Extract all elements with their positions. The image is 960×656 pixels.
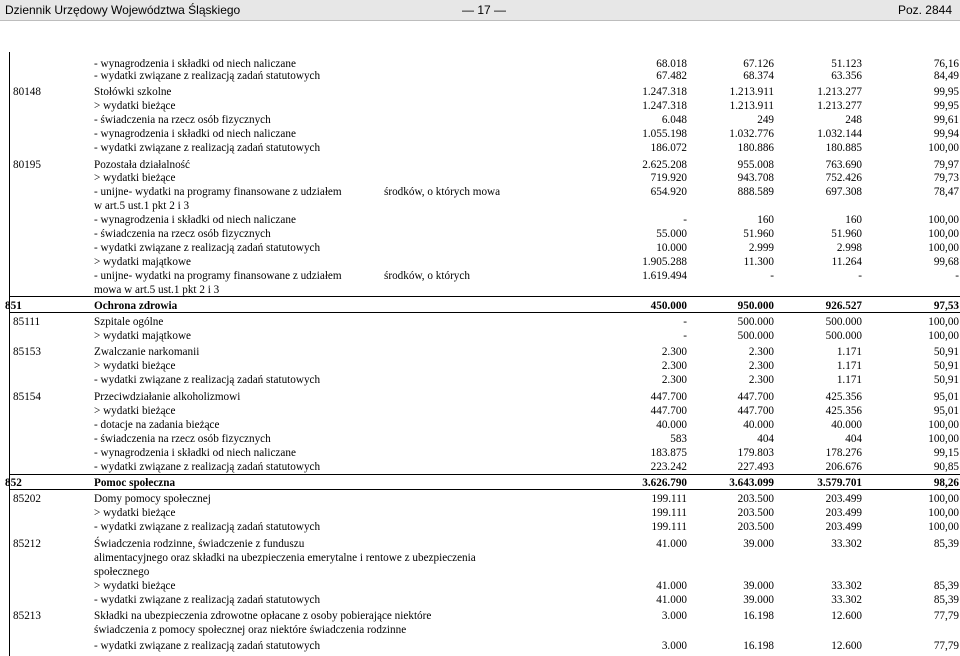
value-executed: 926.527 — [825, 300, 862, 312]
row-description: alimentacyjnego oraz składki na ubezpieczenia emerytalne i rentowe z ubezpieczenia — [94, 552, 476, 564]
value-after-changes: 888.589 — [737, 186, 774, 198]
row-description: - dotacje na zadania bieżące — [94, 419, 220, 431]
value-executed: 51.960 — [831, 228, 862, 240]
table-row — [9, 159, 960, 172]
value-after-changes: 943.708 — [737, 172, 774, 184]
value-executed: 500.000 — [825, 316, 862, 328]
table-row — [9, 128, 960, 141]
page-number: — 17 — — [462, 3, 507, 17]
table-row — [9, 214, 960, 227]
value-percent: 76,16 — [933, 58, 959, 70]
value-after-changes: - — [770, 270, 774, 282]
value-executed: 404 — [845, 433, 862, 445]
row-description: - świadczenia na rzecz osób fizycznych — [94, 228, 271, 240]
value-executed: 752.426 — [825, 172, 862, 184]
value-executed: - — [858, 270, 862, 282]
table-row — [9, 624, 960, 637]
table-row — [9, 70, 960, 83]
row-description: - wydatki związane z realizacją zadań statutowych — [94, 640, 321, 652]
row-description: Składki na ubezpieczenia zdrowotne opłacane z osoby pobierające niektóre — [94, 610, 432, 622]
row-description: Stołówki szkolne — [94, 86, 172, 98]
value-plan: 40.000 — [656, 419, 687, 431]
row-code: 85154 — [13, 391, 41, 403]
row-description: - wynagrodzenia i składki od niech naliczane — [94, 214, 296, 226]
value-plan: 447.700 — [650, 405, 687, 417]
value-after-changes: 2.300 — [748, 360, 774, 372]
value-percent: 99,68 — [933, 256, 959, 268]
value-percent: 100,00 — [928, 433, 959, 445]
row-description: - wynagrodzenia i składki od niech naliczane — [94, 58, 296, 70]
value-percent: 99,15 — [933, 447, 959, 459]
value-plan: 1.247.318 — [642, 100, 687, 112]
value-after-changes: 40.000 — [743, 419, 774, 431]
value-after-changes: 1.213.911 — [729, 100, 774, 112]
value-after-changes: 2.999 — [748, 242, 774, 254]
value-executed: 425.356 — [825, 405, 862, 417]
value-executed: 1.213.277 — [817, 100, 862, 112]
value-executed: 203.499 — [825, 521, 862, 533]
table-row — [9, 242, 960, 255]
value-after-changes: 39.000 — [743, 594, 774, 606]
row-description: - wydatki związane z realizacją zadań statutowych — [94, 70, 321, 82]
value-percent: 95,01 — [933, 391, 959, 403]
value-executed: 248 — [845, 114, 862, 126]
value-after-changes: 203.500 — [737, 507, 774, 519]
value-executed: 178.276 — [825, 447, 862, 459]
value-executed: 203.499 — [825, 507, 862, 519]
row-description: - wynagrodzenia i składki od niech naliczane — [94, 447, 296, 459]
value-after-changes: 1.032.776 — [729, 128, 774, 140]
value-after-changes: 227.493 — [737, 461, 774, 473]
value-executed: 160 — [845, 214, 862, 226]
value-after-changes: 39.000 — [743, 538, 774, 550]
row-description: Zwalczanie narkomanii — [94, 346, 200, 358]
table-row — [9, 256, 960, 269]
value-executed: 11.264 — [831, 256, 862, 268]
table-row — [5, 477, 960, 490]
value-plan: 2.300 — [661, 360, 687, 372]
value-percent: 100,00 — [928, 316, 959, 328]
row-description: - wydatki związane z realizacją zadań statutowych — [94, 142, 321, 154]
row-description: > wydatki bieżące — [94, 580, 176, 592]
row-description: społecznego — [94, 566, 150, 578]
value-after-changes: 160 — [757, 214, 774, 226]
value-after-changes: 950.000 — [737, 300, 774, 312]
value-plan: 10.000 — [656, 242, 687, 254]
table-row — [9, 284, 960, 297]
value-after-changes: 11.300 — [743, 256, 774, 268]
value-executed: 12.600 — [831, 610, 862, 622]
table-row — [9, 391, 960, 404]
row-code: 85212 — [13, 538, 41, 550]
value-percent: 50,91 — [933, 374, 959, 386]
value-after-changes: 500.000 — [737, 316, 774, 328]
value-executed: 203.499 — [825, 493, 862, 505]
value-percent: 85,39 — [933, 594, 959, 606]
value-percent: 95,01 — [933, 405, 959, 417]
value-after-changes: 39.000 — [743, 580, 774, 592]
table-row — [9, 316, 960, 329]
value-executed: 763.690 — [825, 159, 862, 171]
value-after-changes: 51.960 — [743, 228, 774, 240]
value-percent: 99,94 — [933, 128, 959, 140]
table-row — [9, 360, 960, 373]
table-row — [9, 447, 960, 460]
value-executed: 2.998 — [836, 242, 862, 254]
value-after-changes: 955.008 — [737, 159, 774, 171]
value-percent: 100,00 — [928, 142, 959, 154]
table-row — [9, 228, 960, 241]
table-row — [9, 566, 960, 579]
value-plan: - — [683, 214, 687, 226]
table-row — [9, 521, 960, 534]
row-description: > wydatki bieżące — [94, 507, 176, 519]
table-row — [9, 200, 960, 213]
value-percent: 79,97 — [933, 159, 959, 171]
value-plan: - — [683, 316, 687, 328]
table-row — [9, 346, 960, 359]
table-row — [9, 374, 960, 387]
value-plan: 450.000 — [650, 300, 687, 312]
row-code: 85111 — [13, 316, 41, 328]
value-plan: 2.300 — [661, 346, 687, 358]
value-executed: 697.308 — [825, 186, 862, 198]
row-description: > wydatki majątkowe — [94, 256, 192, 268]
value-executed: 425.356 — [825, 391, 862, 403]
value-plan: 654.920 — [650, 186, 687, 198]
row-code: 85153 — [13, 346, 41, 358]
value-percent: 84,49 — [933, 70, 959, 82]
value-percent: 97,53 — [933, 300, 959, 312]
value-percent: 50,91 — [933, 346, 959, 358]
value-percent: 99,61 — [933, 114, 959, 126]
row-code: 85213 — [13, 610, 41, 622]
value-plan: 199.111 — [651, 521, 687, 533]
value-plan: 67.482 — [656, 70, 687, 82]
value-percent: 85,39 — [933, 580, 959, 592]
value-after-changes: 203.500 — [737, 521, 774, 533]
table-row — [9, 330, 960, 343]
journal-title: Dziennik Urzędowy Województwa Śląskiego — [5, 3, 241, 17]
row-description: - unijne- wydatki na programy finansowane z udziałem — [94, 270, 342, 282]
value-percent: 100,00 — [928, 242, 959, 254]
table-row — [9, 186, 960, 199]
value-plan: 186.072 — [650, 142, 687, 154]
row-description: Domy pomocy społecznej — [94, 493, 211, 505]
row-description: - wydatki związane z realizacją zadań statutowych — [94, 374, 321, 386]
value-plan: 3.000 — [661, 640, 687, 652]
value-plan: 2.300 — [661, 374, 687, 386]
value-after-changes: 203.500 — [737, 493, 774, 505]
row-description: Ochrona zdrowia — [94, 300, 178, 312]
table-row — [9, 419, 960, 432]
row-description: - wydatki związane z realizacją zadań statutowych — [94, 461, 321, 473]
value-percent: 99,95 — [933, 86, 959, 98]
value-plan: 41.000 — [656, 594, 687, 606]
table-row — [9, 594, 960, 607]
value-executed: 1.171 — [836, 374, 862, 386]
value-executed: 500.000 — [825, 330, 862, 342]
table-row — [9, 270, 960, 283]
row-description: - świadczenia na rzecz osób fizycznych — [94, 114, 271, 126]
row-description: - wydatki związane z realizacją zadań statutowych — [94, 521, 321, 533]
value-plan: 583 — [670, 433, 687, 445]
value-executed: 1.213.277 — [817, 86, 862, 98]
row-description: świadczenia z pomocy społecznej oraz niektóre świadczenia rodzinne — [94, 624, 407, 636]
value-plan: 183.875 — [650, 447, 687, 459]
table-row — [9, 405, 960, 418]
table-row — [9, 507, 960, 520]
value-plan: 719.920 — [650, 172, 687, 184]
value-after-changes: 16.198 — [743, 610, 774, 622]
value-percent: - — [955, 270, 959, 282]
value-after-changes: 180.886 — [737, 142, 774, 154]
value-executed: 1.171 — [836, 360, 862, 372]
row-description: w art.5 ust.1 pkt 2 i 3 — [94, 200, 190, 212]
row-description: - wynagrodzenia i składki od niech naliczane — [94, 128, 296, 140]
row-description: - wydatki związane z realizacją zadań statutowych — [94, 242, 321, 254]
value-executed: 1.171 — [836, 346, 862, 358]
row-description: Przeciwdziałanie alkoholizmowi — [94, 391, 241, 403]
value-percent: 79,73 — [933, 172, 959, 184]
value-plan: 55.000 — [656, 228, 687, 240]
table-row — [9, 580, 960, 593]
value-percent: 100,00 — [928, 214, 959, 226]
value-after-changes: 2.300 — [748, 374, 774, 386]
value-percent: 78,47 — [933, 186, 959, 198]
table-row — [9, 114, 960, 127]
value-after-changes: 249 — [757, 114, 774, 126]
row-description: - świadczenia na rzecz osób fizycznych — [94, 433, 271, 445]
value-percent: 100,00 — [928, 521, 959, 533]
row-description: > wydatki bieżące — [94, 360, 176, 372]
row-description: Szpitale ogólne — [94, 316, 164, 328]
value-executed: 33.302 — [831, 594, 862, 606]
table-row — [5, 300, 960, 313]
value-percent: 100,00 — [928, 493, 959, 505]
value-plan: 447.700 — [650, 391, 687, 403]
value-after-changes: 1.213.911 — [729, 86, 774, 98]
value-executed: 63.356 — [831, 70, 862, 82]
value-plan: 199.111 — [651, 507, 687, 519]
table-row — [9, 610, 960, 623]
value-percent: 90,85 — [933, 461, 959, 473]
table-row — [9, 493, 960, 506]
row-description-cont: środków, o których mowa — [384, 186, 501, 198]
row-description: mowa w art.5 ust.1 pkt 2 i 3 — [94, 284, 220, 296]
value-plan: 223.242 — [650, 461, 687, 473]
row-description: > wydatki bieżące — [94, 172, 176, 184]
value-percent: 99,95 — [933, 100, 959, 112]
value-plan: 1.905.288 — [642, 256, 687, 268]
value-percent: 100,00 — [928, 507, 959, 519]
row-description: > wydatki bieżące — [94, 405, 176, 417]
value-percent: 77,79 — [933, 640, 959, 652]
value-plan: 3.626.790 — [642, 477, 687, 489]
value-after-changes: 3.643.099 — [729, 477, 774, 489]
value-after-changes: 67.126 — [743, 58, 774, 70]
row-code: 852 — [5, 477, 22, 489]
value-percent: 85,39 — [933, 538, 959, 550]
value-executed: 3.579.701 — [817, 477, 862, 489]
value-after-changes: 2.300 — [748, 346, 774, 358]
value-after-changes: 447.700 — [737, 391, 774, 403]
value-executed: 51.123 — [831, 58, 862, 70]
row-code: 80195 — [13, 159, 41, 171]
value-plan: 1.247.318 — [642, 86, 687, 98]
value-percent: 98,26 — [933, 477, 959, 489]
value-plan: - — [683, 330, 687, 342]
value-executed: 1.032.144 — [817, 128, 862, 140]
row-description: Świadczenia rodzinne, świadczenie z funduszu — [94, 538, 305, 550]
value-after-changes: 179.803 — [737, 447, 774, 459]
value-percent: 50,91 — [933, 360, 959, 372]
table-row — [9, 640, 960, 653]
value-plan: 199.111 — [651, 493, 687, 505]
row-code: 85202 — [13, 493, 41, 505]
value-executed: 40.000 — [831, 419, 862, 431]
value-executed: 206.676 — [825, 461, 862, 473]
value-plan: 2.625.208 — [642, 159, 687, 171]
table-row — [9, 433, 960, 446]
row-description-cont: środków, o których — [384, 270, 470, 282]
value-executed: 33.302 — [831, 580, 862, 592]
position-number: Poz. 2844 — [897, 3, 952, 17]
value-executed: 33.302 — [831, 538, 862, 550]
value-plan: 68.018 — [656, 58, 687, 70]
value-plan: 3.000 — [661, 610, 687, 622]
value-plan: 6.048 — [661, 114, 687, 126]
table-row — [9, 552, 960, 565]
row-description: Pomoc społeczna — [94, 477, 176, 489]
row-code: 851 — [5, 300, 22, 312]
value-plan: 1.055.198 — [642, 128, 687, 140]
table-row — [9, 142, 960, 155]
value-plan: 41.000 — [656, 538, 687, 550]
row-description: Pozostała działalność — [94, 159, 190, 171]
row-description: - wydatki związane z realizacją zadań statutowych — [94, 594, 321, 606]
value-percent: 77,79 — [933, 610, 959, 622]
section-rule — [9, 474, 960, 475]
value-executed: 12.600 — [831, 640, 862, 652]
value-plan: 1.619.494 — [642, 270, 687, 282]
row-description: > wydatki bieżące — [94, 100, 176, 112]
table-row — [9, 100, 960, 113]
value-after-changes: 447.700 — [737, 405, 774, 417]
row-description: - unijne- wydatki na programy finansowane z udziałem — [94, 186, 342, 198]
page-header — [0, 0, 960, 21]
table-row — [9, 461, 960, 474]
value-after-changes: 404 — [757, 433, 774, 445]
value-after-changes: 68.374 — [743, 70, 774, 82]
table-row — [9, 538, 960, 551]
value-percent: 100,00 — [928, 228, 959, 240]
value-after-changes: 16.198 — [743, 640, 774, 652]
value-after-changes: 500.000 — [737, 330, 774, 342]
row-code: 80148 — [13, 86, 41, 98]
row-description: > wydatki majątkowe — [94, 330, 192, 342]
value-plan: 41.000 — [656, 580, 687, 592]
value-executed: 180.885 — [825, 142, 862, 154]
value-percent: 100,00 — [928, 330, 959, 342]
table-row — [9, 86, 960, 99]
table-row — [9, 172, 960, 185]
value-percent: 100,00 — [928, 419, 959, 431]
